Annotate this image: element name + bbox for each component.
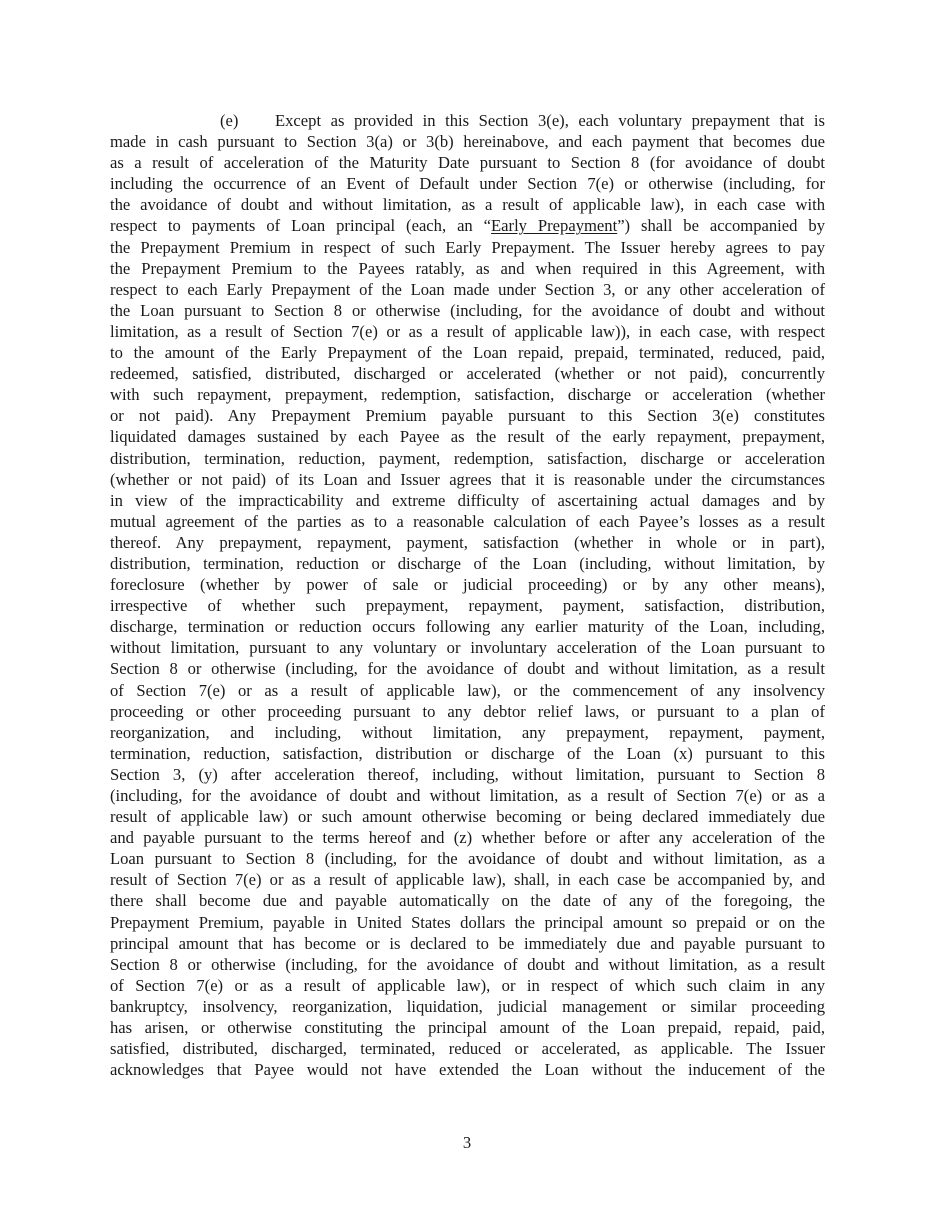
defined-term-before: respect to payments of Loan principal (each, an “ xyxy=(110,216,492,236)
text-line: has arisen, or otherwise constituting the principal amount of the Loan prepaid, repaid, paid, xyxy=(110,1018,825,1038)
text-line: (including, for the avoidance of doubt and without limitation, as a result of Section 7(e) or as a xyxy=(110,786,825,805)
defined-term-early-prepayment: Early Prepayment xyxy=(491,216,618,236)
paragraph-first-line xyxy=(110,110,825,131)
defined-term-line xyxy=(110,215,825,236)
text-line: proceeding or other proceeding pursuant to any debtor relief laws, or pursuant to a plan of xyxy=(110,701,825,721)
text-line: as a result of acceleration of the Maturity Date pursuant to Section 8 (for avoidance of doubt xyxy=(110,153,825,173)
text-line: result of Section 7(e) or as a result of applicable law), shall, in each case be accompanied by, and xyxy=(110,870,825,890)
text-line: respect to each Early Prepayment of the Loan made under Section 3, or any other acceleration of xyxy=(110,279,825,299)
text-line: Section 3, (y) after acceleration thereof, including, without limitation, pursuant to Section 8 xyxy=(110,764,825,784)
text-line: without limitation, pursuant to any voluntary or involuntary acceleration of the Loan pursuant to xyxy=(110,638,825,658)
text-line: (whether or not paid) of its Loan and Issuer agrees that it is reasonable under the circumstances xyxy=(110,469,825,489)
section-3e-paragraph xyxy=(110,110,825,1080)
text-line: Section 8 or otherwise (including, for the avoidance of doubt and without limitation, as a result xyxy=(110,954,825,974)
page-number: 3 xyxy=(462,1133,472,1152)
text-line: limitation, as a result of Section 7(e) or as a result of applicable law)), in each case, with respect xyxy=(110,321,825,341)
text-line: the Loan pursuant to Section 8 or otherwise (including, for the avoidance of doubt and without xyxy=(110,300,825,320)
text-line: in view of the impracticability and extreme difficulty of ascertaining actual damages and by xyxy=(110,490,825,510)
text-line: foreclosure (whether by power of sale or judicial proceeding) or by any other means), xyxy=(110,575,825,595)
text-line: termination, reduction, satisfaction, distribution or discharge of the Loan (x) pursuant to this xyxy=(110,743,825,763)
text-line: Loan pursuant to Section 8 (including, for the avoidance of doubt and without limitation, as a xyxy=(110,849,825,869)
text-line: liquidated damages sustained by each Payee as the result of the early repayment, prepayment, xyxy=(110,427,825,447)
text-line: Section 8 or otherwise (including, for the avoidance of doubt and without limitation, as a result xyxy=(110,659,825,679)
text-line: the avoidance of doubt and without limitation, as a result of applicable law), in each case with xyxy=(110,195,825,215)
text-line: discharge, termination or reduction occurs following any earlier maturity of the Loan, including, xyxy=(110,617,825,637)
text-line: mutual agreement of the parties as to a reasonable calculation of each Payee’s losses as a result xyxy=(110,511,825,531)
text-line: redeemed, satisfied, distributed, discharged or accelerated (whether or not paid), concurrently xyxy=(110,364,825,384)
text-line: acknowledges that Payee would not have extended the Loan without the inducement of the xyxy=(110,1060,825,1080)
text-line: or not paid). Any Prepayment Premium payable pursuant to this Section 3(e) constitutes xyxy=(110,406,825,426)
text-line: reorganization, and including, without limitation, any prepayment, repayment, payment, xyxy=(110,722,825,742)
section-label: (e) xyxy=(220,111,239,130)
defined-term-after: ”) shall be accompanied by xyxy=(617,216,825,236)
text-line: principal amount that has become or is declared to be immediately due and payable pursuant to xyxy=(110,933,825,953)
text-line: to the amount of the Early Prepayment of the Loan repaid, prepaid, terminated, reduced, paid, xyxy=(110,343,825,363)
text-line: irrespective of whether such prepayment, repayment, payment, satisfaction, distribution, xyxy=(110,596,825,616)
text-line: distribution, termination, reduction, payment, redemption, satisfaction, discharge or acceleration xyxy=(110,448,825,468)
text-line: of Section 7(e) or as a result of applicable law), or the commencement of any insolvency xyxy=(110,680,825,700)
text-line: thereof. Any prepayment, repayment, payment, satisfaction (whether in whole or in part), xyxy=(110,532,825,552)
paragraph-lines-b xyxy=(110,237,825,1081)
text-line: and payable pursuant to the terms hereof and (z) whether before or after any acceleration of the xyxy=(110,828,825,848)
text-line: satisfied, distributed, discharged, terminated, reduced or accelerated, as applicable. The Issuer xyxy=(110,1039,825,1059)
text-line: the Prepayment Premium to the Payees ratably, as and when required in this Agreement, with xyxy=(110,258,825,278)
text-line: bankruptcy, insolvency, reorganization, liquidation, judicial management or similar proceeding xyxy=(110,996,825,1016)
text-line: distribution, termination, reduction or discharge of the Loan (including, without limitation, by xyxy=(110,553,825,573)
text-line: Prepayment Premium, payable in United States dollars the principal amount so prepaid or on the xyxy=(110,912,825,932)
text-line: of Section 7(e) or as a result of applicable law), or in respect of which such claim in any xyxy=(110,975,825,995)
paragraph-lines-a xyxy=(110,131,825,215)
first-line-text: Except as provided in this Section 3(e), each voluntary prepayment that is xyxy=(275,111,825,130)
text-line: with such repayment, prepayment, redemption, satisfaction, discharge or acceleration (whether xyxy=(110,385,825,405)
text-line: there shall become due and payable automatically on the date of any of the foregoing, the xyxy=(110,891,825,911)
text-line: result of applicable law) or such amount otherwise becoming or being declared immediately due xyxy=(110,807,825,827)
text-line: including the occurrence of an Event of Default under Section 7(e) or otherwise (including, for xyxy=(110,174,825,194)
text-line: the Prepayment Premium in respect of such Early Prepayment. The Issuer hereby agrees to pay xyxy=(110,237,825,257)
text-line: made in cash pursuant to Section 3(a) or 3(b) hereinabove, and each payment that becomes due xyxy=(110,132,825,152)
